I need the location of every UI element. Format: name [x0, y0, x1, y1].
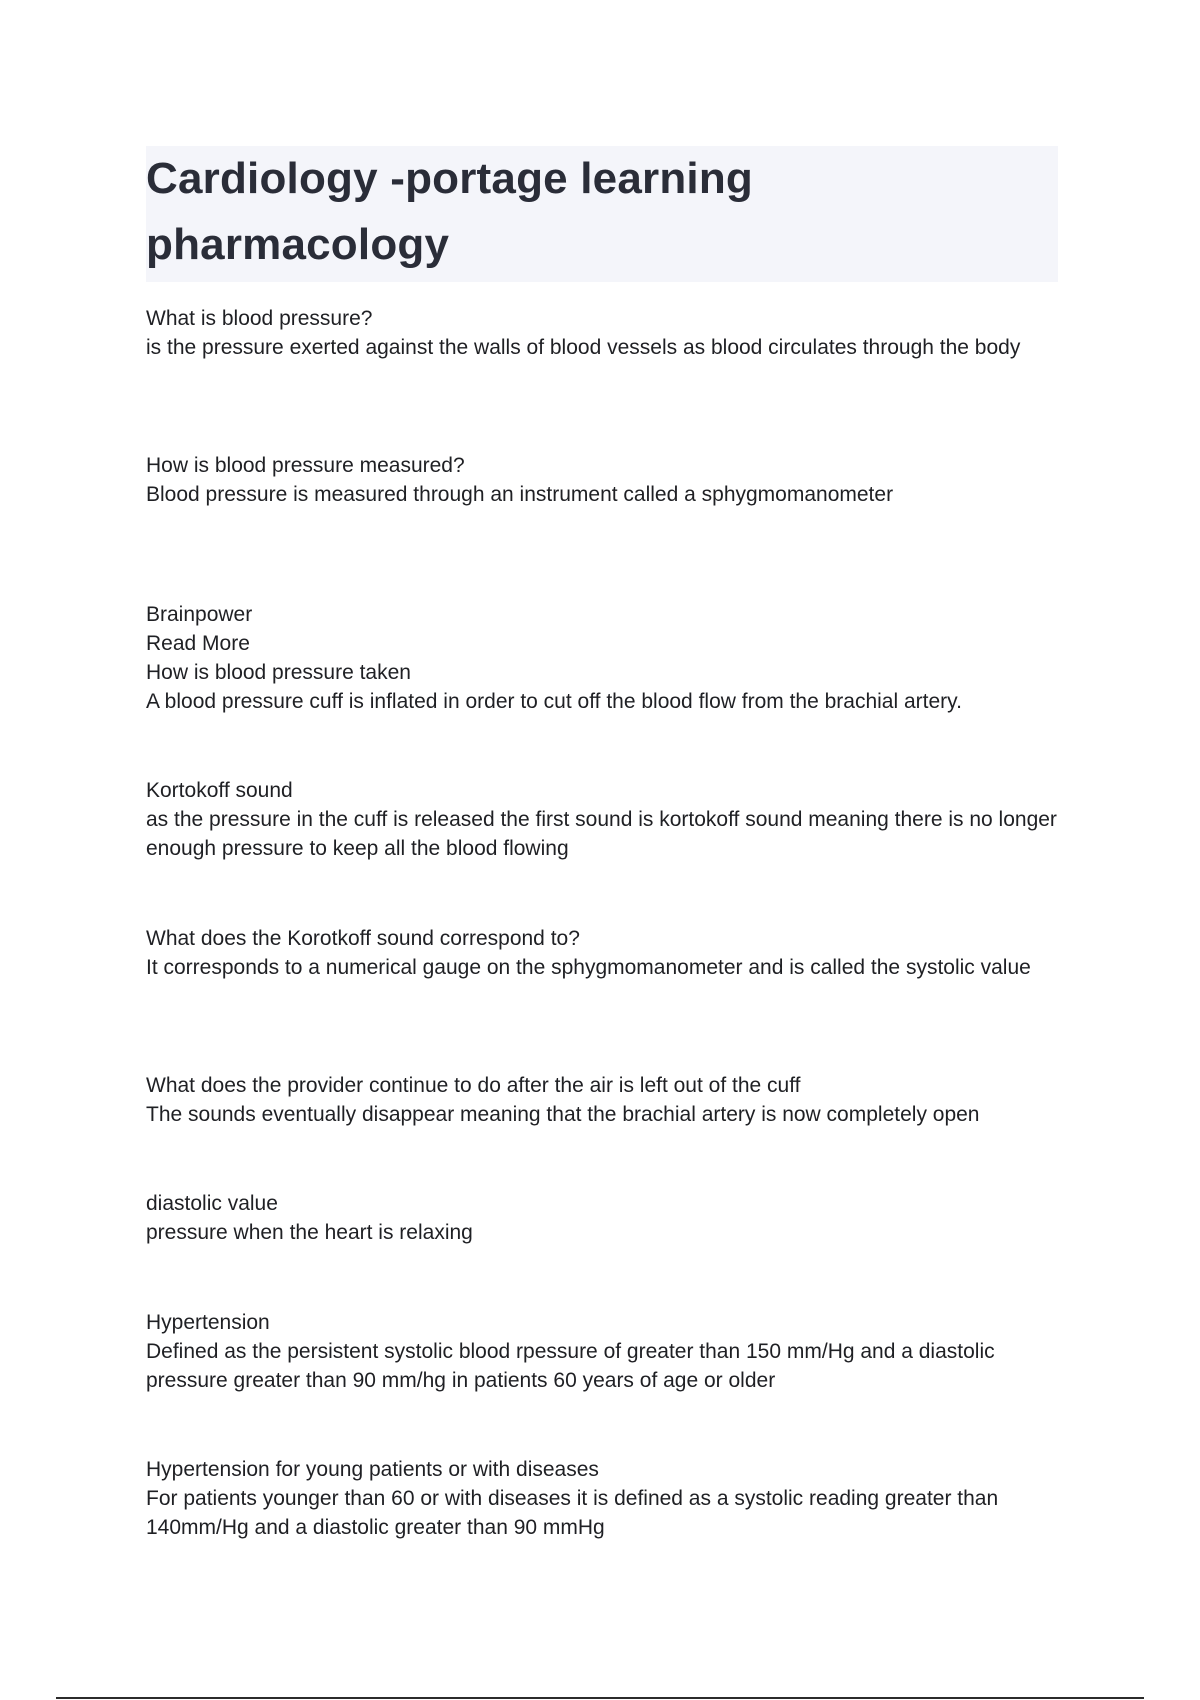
entry-source: Brainpower: [146, 603, 253, 626]
qa-entry: [146, 1189, 473, 1247]
qa-entry: [146, 600, 962, 716]
page-bottom-rule: [56, 1697, 1144, 1699]
qa-entry: [146, 1308, 1058, 1395]
entry-answer: The sounds eventually disappear meaning that the brachial artery is now completely open: [146, 1103, 980, 1126]
entry-question: Kortokoff sound: [146, 779, 293, 802]
qa-entry: [146, 451, 893, 509]
entry-question: How is blood pressure taken: [146, 661, 411, 684]
entry-answer: pressure when the heart is relaxing: [146, 1221, 473, 1244]
qa-entry: [146, 924, 1031, 982]
qa-entry: [146, 304, 1020, 362]
entry-question: diastolic value: [146, 1192, 278, 1215]
qa-entry: [146, 776, 1058, 863]
entry-answer: It corresponds to a numerical gauge on the sphygmomanometer and is called the systolic value: [146, 956, 1031, 979]
title-banner: [146, 146, 1058, 282]
entry-answer: Defined as the persistent systolic blood rpessure of greater than 150 mm/Hg and a diastolic pressure greater than 90 mm/hg in patients 60 years of age or older: [146, 1340, 995, 1392]
entry-question: What is blood pressure?: [146, 307, 373, 330]
page-title: Cardiology -portage learning pharmacology: [146, 154, 753, 269]
entry-answer: A blood pressure cuff is inflated in order to cut off the blood flow from the brachial artery.: [146, 690, 962, 713]
entry-question: What does the provider continue to do after the air is left out of the cuff: [146, 1074, 801, 1097]
entry-answer: as the pressure in the cuff is released the first sound is kortokoff sound meaning there is no longer enough pressure to keep all the blood flowing: [146, 808, 1057, 860]
entry-question: What does the Korotkoff sound correspond to?: [146, 927, 580, 950]
entry-question: How is blood pressure measured?: [146, 454, 465, 477]
entry-answer: is the pressure exerted against the walls of blood vessels as blood circulates through the body: [146, 336, 1021, 359]
entry-read-more: Read More: [146, 632, 250, 655]
entry-answer: For patients younger than 60 or with diseases it is defined as a systolic reading greater than 140mm/Hg and a diastolic greater than 90 mmHg: [146, 1487, 999, 1539]
qa-entry: [146, 1071, 980, 1129]
entry-answer: Blood pressure is measured through an instrument called a sphygmomanometer: [146, 483, 894, 506]
entry-question: Hypertension: [146, 1311, 270, 1334]
entry-question: Hypertension for young patients or with diseases: [146, 1458, 599, 1481]
qa-entry: [146, 1455, 1058, 1542]
